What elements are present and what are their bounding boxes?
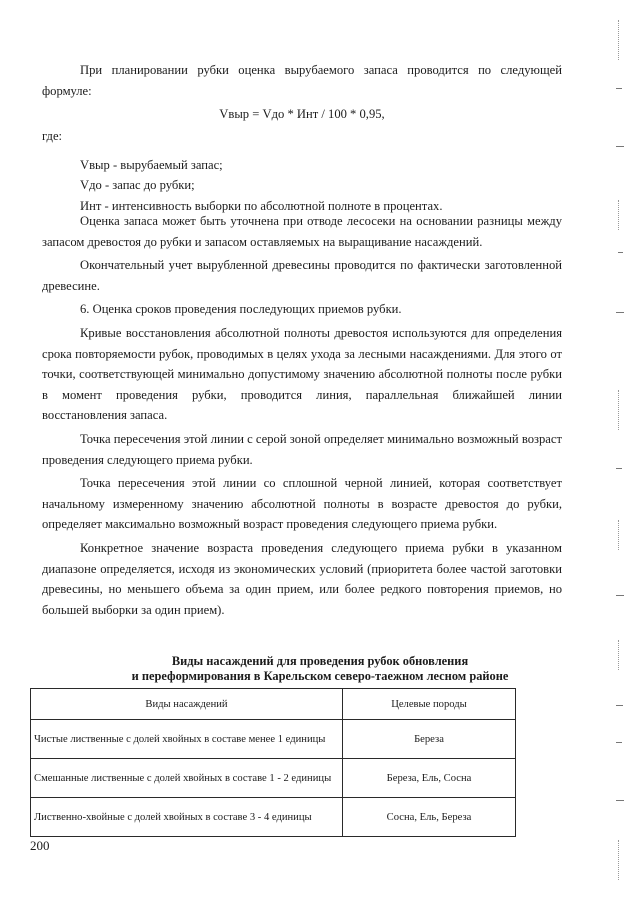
table-header-target-species: Целевые породы	[343, 689, 516, 720]
table-row	[31, 720, 516, 759]
scan-margin-artifact	[618, 252, 623, 253]
scan-margin-artifact	[618, 640, 620, 670]
paragraph-max-age: Точка пересечения этой линии со сплошной черной линией, которая соответствует начальному измеренному значению абсолютной полноты в возрасте древостоя до рубки, определяет максимально возможный возраст проведения следующего приема рубки.	[42, 476, 562, 532]
scan-margin-artifact	[616, 595, 624, 596]
table-cell-stand-type: Смешанные лиственные с долей хвойных в составе 1 - 2 единицы	[31, 759, 343, 798]
scan-margin-artifact	[616, 312, 624, 313]
paragraph-final-accounting: Окончательный учет вырубленной древесины проводится по фактически заготовленной древесине.	[42, 258, 562, 293]
table-header-row	[31, 689, 516, 720]
scan-margin-artifact	[616, 146, 624, 147]
table-row	[31, 759, 516, 798]
scan-margin-artifact	[616, 88, 622, 89]
scan-margin-artifact	[616, 742, 622, 743]
table-cell-stand-type: Лиственно-хвойные с долей хвойных в составе 3 - 4 единицы	[31, 798, 343, 837]
scan-margin-artifact	[618, 840, 620, 880]
table-cell-target-species: Береза	[343, 720, 516, 759]
scan-margin-artifact	[618, 520, 620, 550]
definition-intensity: Инт - интенсивность выборки по абсолютной полноте в процентах.	[80, 198, 443, 213]
scan-margin-artifact	[618, 390, 620, 430]
table-title-line-2: и переформирования в Карельском северо-таежном лесном районе	[131, 669, 509, 683]
table-row	[31, 798, 516, 837]
table-cell-stand-type: Чистые лиственные с долей хвойных в составе менее 1 единицы	[31, 720, 343, 759]
where-label: где:	[42, 129, 63, 143]
formula: Vвыр = Vдо * Инт / 100 * 0,95,	[219, 107, 385, 121]
paragraph-recovery-curves: Кривые восстановления абсолютной полноты древостоя используются для определения срока повторяемости рубок, проводимых в целях ухода за лесными насаждениями. Для этого от точки, соответствующей минимально допустимому значению абсолютной полноты после рубки в момент проведения рубки, проводится линия, параллельная ближайшей линии восстановления запаса.	[42, 325, 562, 423]
paragraph-stock-estimate: Оценка запаса может быть уточнена при отводе лесосеки на основании разницы между запасом древостоя до рубки и запасом оставляемых на выращивание насаждений.	[42, 214, 562, 249]
table-title-line-1: Виды насаждений для проведения рубок обновления	[171, 654, 469, 668]
scan-margin-artifact	[616, 705, 623, 706]
definition-v-before: Vдо - запас до рубки;	[80, 178, 195, 193]
scan-margin-artifact	[618, 200, 620, 230]
table-header-stand-types: Виды насаждений	[31, 689, 343, 720]
scan-margin-artifact	[616, 468, 622, 469]
scan-margin-artifact	[616, 800, 624, 801]
scan-margin-artifact	[618, 20, 620, 60]
table-cell-target-species: Береза, Ель, Сосна	[343, 759, 516, 798]
table-title	[60, 654, 580, 684]
intro-paragraph: При планировании рубки оценка вырубаемого запаса проводится по следующей формуле:	[42, 63, 562, 98]
definitions-block	[42, 126, 562, 216]
page-number: 200	[30, 838, 50, 853]
paragraph-economic-conditions: Конкретное значение возраста проведения следующего приема рубки в указанном диапазоне определяется, исходя из экономических условий (приоритета более частой заготовки древесины, но меньшего объема за один прием, или более редкого повторения приемов, но большей выборки за один прием).	[42, 540, 562, 617]
stand-types-table	[30, 688, 516, 837]
section-heading-6: 6. Оценка сроков проведения последующих приемов рубки.	[80, 302, 402, 317]
intro-paragraph-block	[42, 60, 562, 101]
definition-v-cut: Vвыр - вырубаемый запас;	[80, 157, 223, 172]
body-text-block	[42, 211, 562, 620]
table-cell-target-species: Сосна, Ель, Береза	[343, 798, 516, 837]
paragraph-min-age: Точка пересечения этой линии с серой зоной определяет минимально возможный возраст проведения следующего приема рубки.	[42, 431, 562, 467]
